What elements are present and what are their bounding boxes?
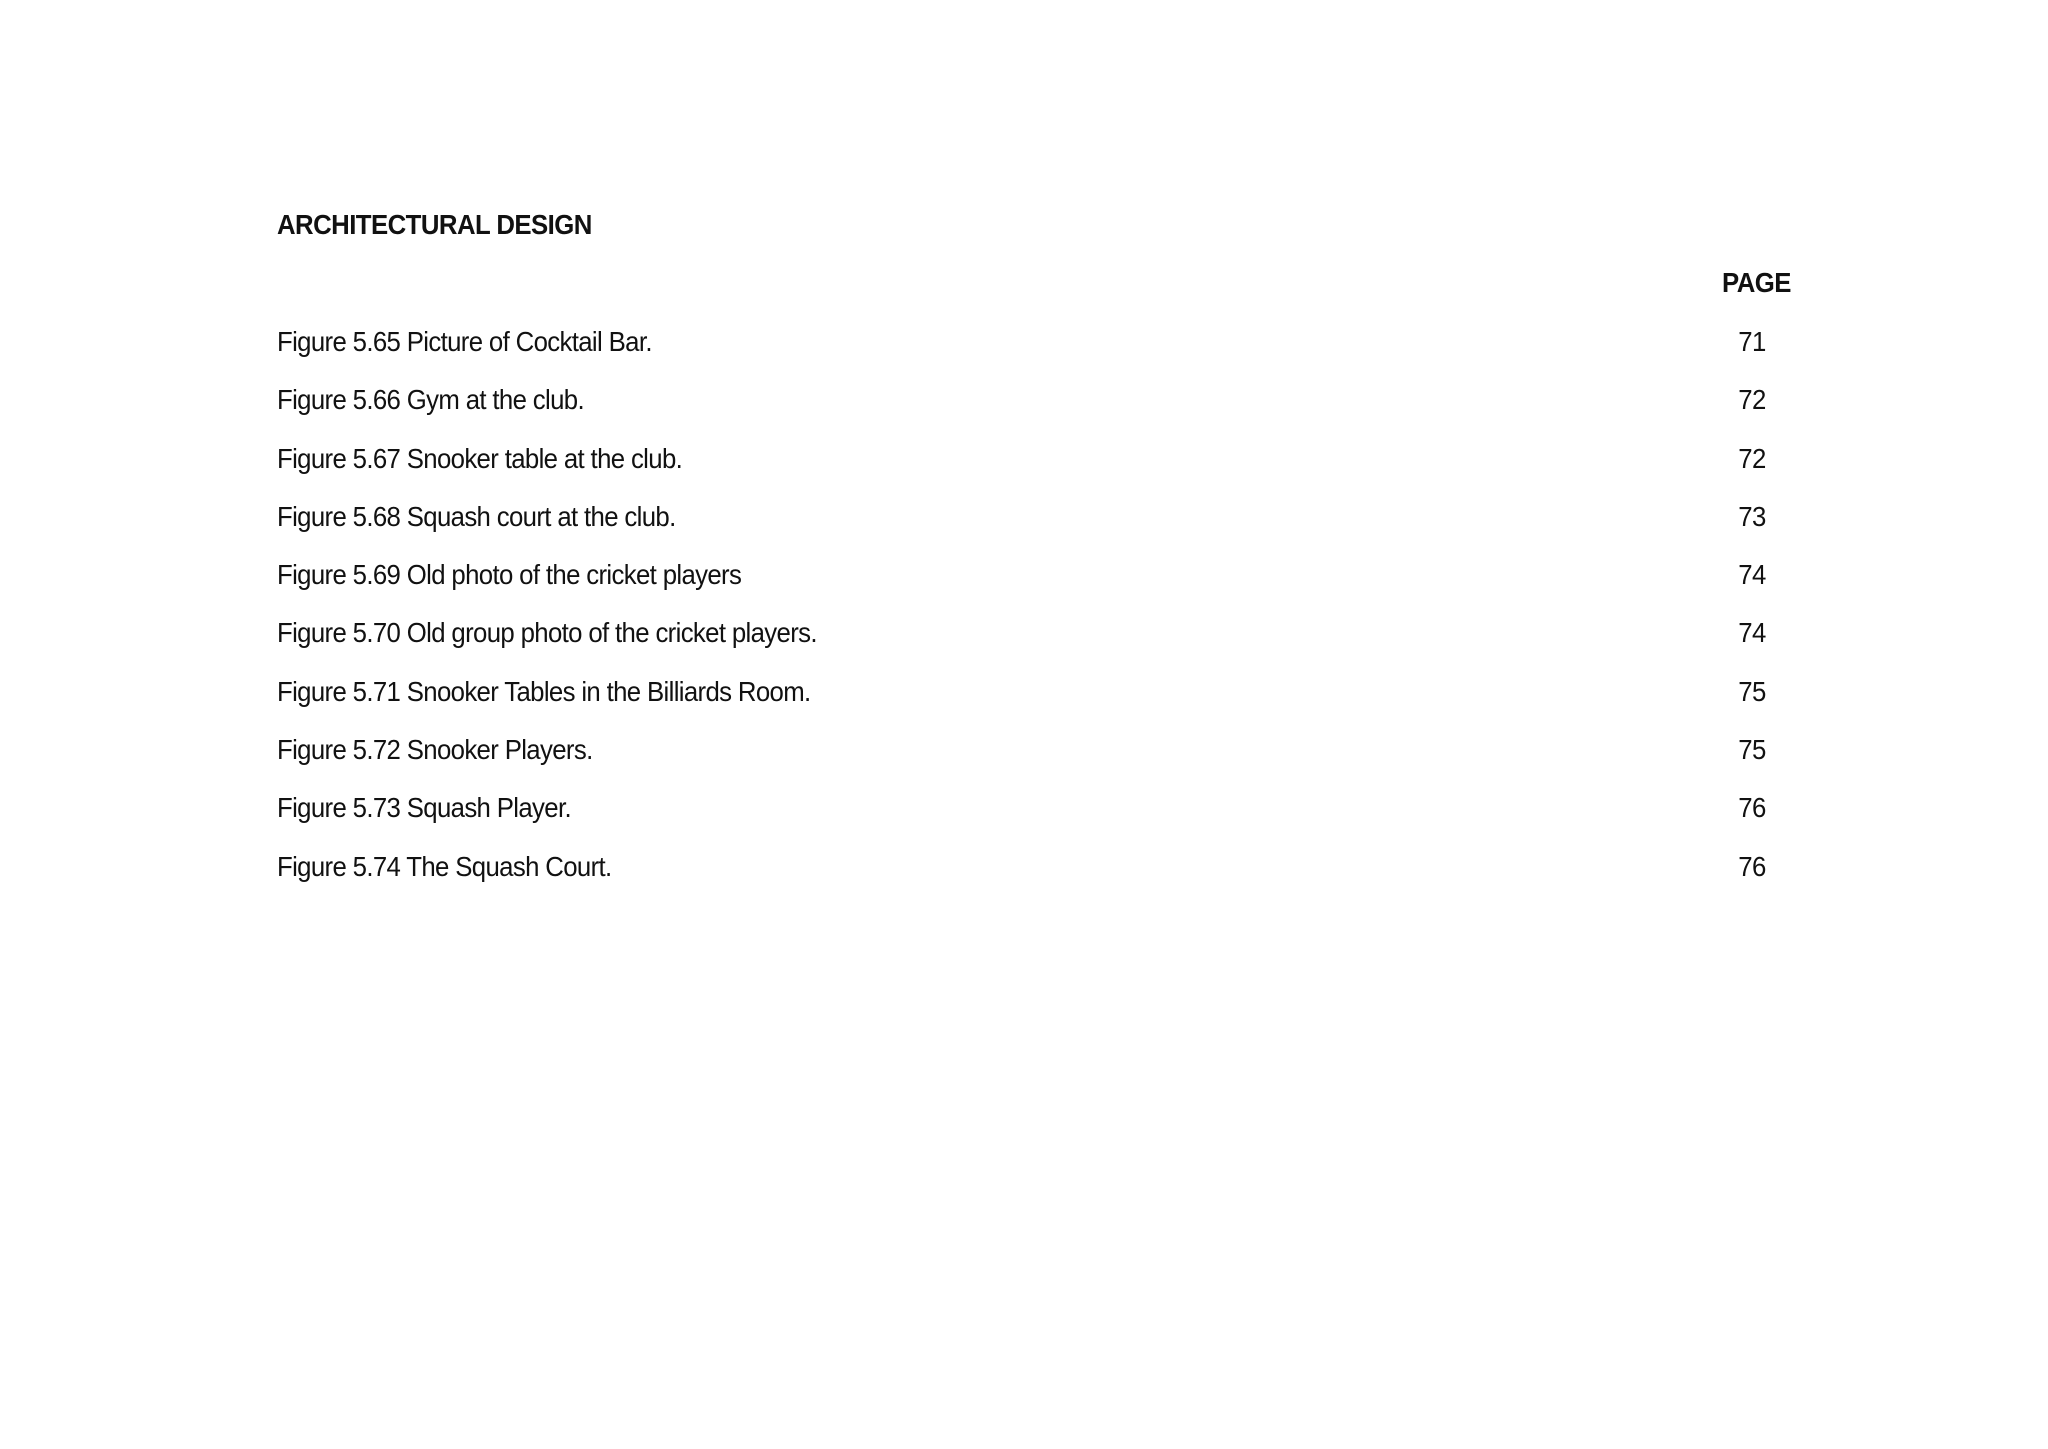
page-number: 74 <box>1738 617 1766 649</box>
figure-title: Figure 5.73 Squash Player. <box>277 792 572 824</box>
page-number: 74 <box>1738 559 1766 591</box>
figure-title: Figure 5.67 Snooker table at the club. <box>277 442 683 474</box>
list-item <box>277 382 1817 440</box>
page-number: 76 <box>1738 792 1766 824</box>
page-number: 73 <box>1738 500 1766 532</box>
page-number: 72 <box>1738 384 1766 416</box>
figure-title: Figure 5.69 Old photo of the cricket players <box>277 559 742 591</box>
page-number: 75 <box>1738 734 1766 766</box>
figure-title: Figure 5.68 Squash court at the club. <box>277 500 676 532</box>
list-item <box>277 790 1817 848</box>
list-item <box>277 441 1817 499</box>
list-item <box>277 615 1817 673</box>
list-item <box>277 499 1817 557</box>
list-item <box>277 557 1817 615</box>
list-item <box>277 849 1817 907</box>
page-number: 75 <box>1738 675 1766 707</box>
figure-title: Figure 5.71 Snooker Tables in the Billiards Room. <box>277 675 811 707</box>
figure-title: Figure 5.72 Snooker Players. <box>277 734 593 766</box>
page-number: 72 <box>1738 442 1766 474</box>
list-item <box>277 732 1817 790</box>
figure-list <box>277 324 1817 907</box>
page-column-header: PAGE <box>1722 267 1791 298</box>
figure-title: Figure 5.70 Old group photo of the cricket players. <box>277 617 817 649</box>
figure-title: Figure 5.66 Gym at the club. <box>277 384 584 416</box>
list-item <box>277 324 1817 382</box>
figure-title: Figure 5.74 The Squash Court. <box>277 850 612 882</box>
figure-title: Figure 5.65 Picture of Cocktail Bar. <box>277 326 652 357</box>
page-number: 76 <box>1738 850 1766 882</box>
page-number: 71 <box>1738 326 1766 357</box>
list-item <box>277 674 1817 732</box>
section-title: ARCHITECTURAL DESIGN <box>277 209 592 240</box>
